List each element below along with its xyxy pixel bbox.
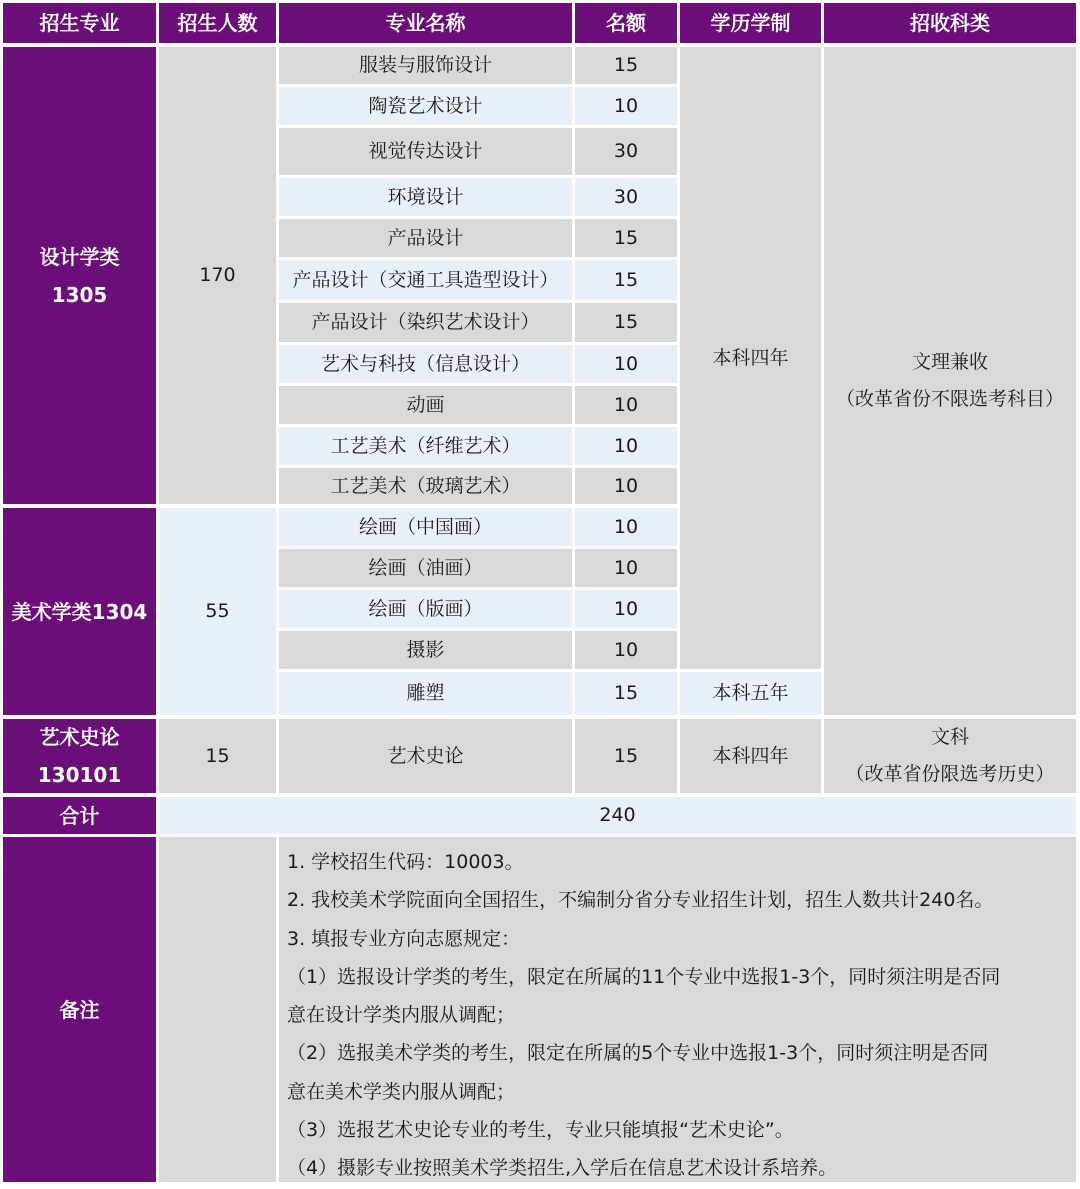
major-quota: 30: [575, 178, 677, 216]
major-quota: 10: [575, 508, 677, 546]
category-fine-arts: [3, 508, 156, 715]
remark-line: （2）选报美术学类的考生，限定在所属的5个专业中选报1-3个，同时须注明是否同: [287, 1042, 989, 1065]
header-degree-duration: 学历学制: [680, 3, 821, 43]
major-quota: 10: [575, 345, 677, 383]
remark-line: 3. 填报专业方向志愿规定：: [287, 927, 521, 950]
major-quota: 15: [575, 47, 677, 84]
major-name: 产品设计: [279, 219, 572, 257]
major-name: 陶瓷艺术设计: [279, 87, 572, 125]
category-art-history-name: 艺术史论: [39, 725, 120, 749]
category-design-name: 设计学类: [39, 244, 120, 269]
major-name: 艺术史论: [279, 719, 572, 793]
remark-line: （1）选报设计学类的考生，限定在所属的11个专业中选报1-3个，同时须注明是否同: [287, 965, 1001, 988]
major-name: 视觉传达设计: [279, 128, 572, 175]
header-enrollment-count: 招生人数: [159, 3, 276, 43]
count-design: 170: [159, 47, 276, 504]
subject-art-line1: 文理兼收: [911, 351, 988, 373]
remark-line: 意在设计学类内服从调配；: [287, 1004, 516, 1027]
major-name: 雕塑: [279, 672, 572, 715]
header-subject-category: 招收科类: [824, 3, 1076, 43]
major-quota: 10: [575, 631, 677, 669]
total-label: 合计: [3, 797, 156, 834]
major-quota: 15: [575, 672, 677, 715]
remark-line: 2. 我校美术学院面向全国招生，不编制分省分专业招生计划，招生人数共计240名。: [287, 889, 994, 912]
subject-art-line2: （改革省份不限选考科目）: [835, 388, 1064, 410]
major-name: 动画: [279, 386, 572, 424]
category-fine-arts-name: 美术学类1304: [11, 599, 148, 624]
major-quota: 10: [575, 386, 677, 424]
header-quota: 名额: [575, 3, 677, 43]
remark-line: （4）摄影专业按照美术学类招生,入学后在信息艺术设计系培养。: [287, 1157, 838, 1180]
major-quota: 10: [575, 549, 677, 587]
major-quota: 15: [575, 260, 677, 300]
remarks-label: 备注: [3, 837, 156, 1182]
duration-five-year: 本科五年: [680, 672, 821, 715]
subject-art-design: [824, 47, 1076, 715]
major-quota: 10: [575, 468, 677, 504]
remark-line: （3）选报艺术史论专业的考生，专业只能填报“艺术史论”。: [287, 1119, 794, 1142]
category-art-history-code: 130101: [37, 763, 122, 787]
major-name: 艺术与科技（信息设计）: [279, 345, 572, 383]
major-quota: 10: [575, 87, 677, 125]
remarks-spacer: [159, 837, 276, 1182]
count-art-history: 15: [159, 719, 276, 793]
major-name: 环境设计: [279, 178, 572, 216]
category-design: [3, 47, 156, 504]
major-quota: 10: [575, 427, 677, 465]
major-name: 绘画（版画）: [279, 590, 572, 628]
subject-history-line1: 文科: [930, 726, 969, 748]
major-quota: 15: [575, 219, 677, 257]
major-name: 绘画（油画）: [279, 549, 572, 587]
major-name: 工艺美术（玻璃艺术）: [279, 468, 572, 504]
category-design-code: 1305: [51, 282, 108, 307]
major-name: 产品设计（染织艺术设计）: [279, 303, 572, 342]
remark-line: 意在美术学类内服从调配；: [287, 1080, 516, 1103]
major-quota: 15: [575, 719, 677, 793]
subject-history: [824, 719, 1076, 793]
major-name: 工艺美术（纤维艺术）: [279, 427, 572, 465]
major-quota: 10: [575, 590, 677, 628]
count-fine-arts: 55: [159, 508, 276, 715]
major-quota: 30: [575, 128, 677, 175]
total-value: 240: [159, 797, 1076, 834]
major-name: 绘画（中国画）: [279, 508, 572, 546]
header-major-name: 专业名称: [279, 3, 572, 43]
major-name: 产品设计（交通工具造型设计）: [279, 260, 572, 300]
duration-four-year: 本科四年: [680, 47, 821, 669]
major-name: 服装与服饰设计: [279, 47, 572, 84]
remarks-text: [279, 837, 1076, 1182]
major-name: 摄影: [279, 631, 572, 669]
duration-history-four-year: 本科四年: [680, 719, 821, 793]
subject-history-line2: （改革省份限选考历史）: [845, 763, 1055, 785]
header-major-category: 招生专业: [3, 3, 156, 43]
major-quota: 15: [575, 303, 677, 342]
category-art-history: [3, 719, 156, 793]
remark-line: 1. 学校招生代码：10003。: [287, 851, 524, 873]
